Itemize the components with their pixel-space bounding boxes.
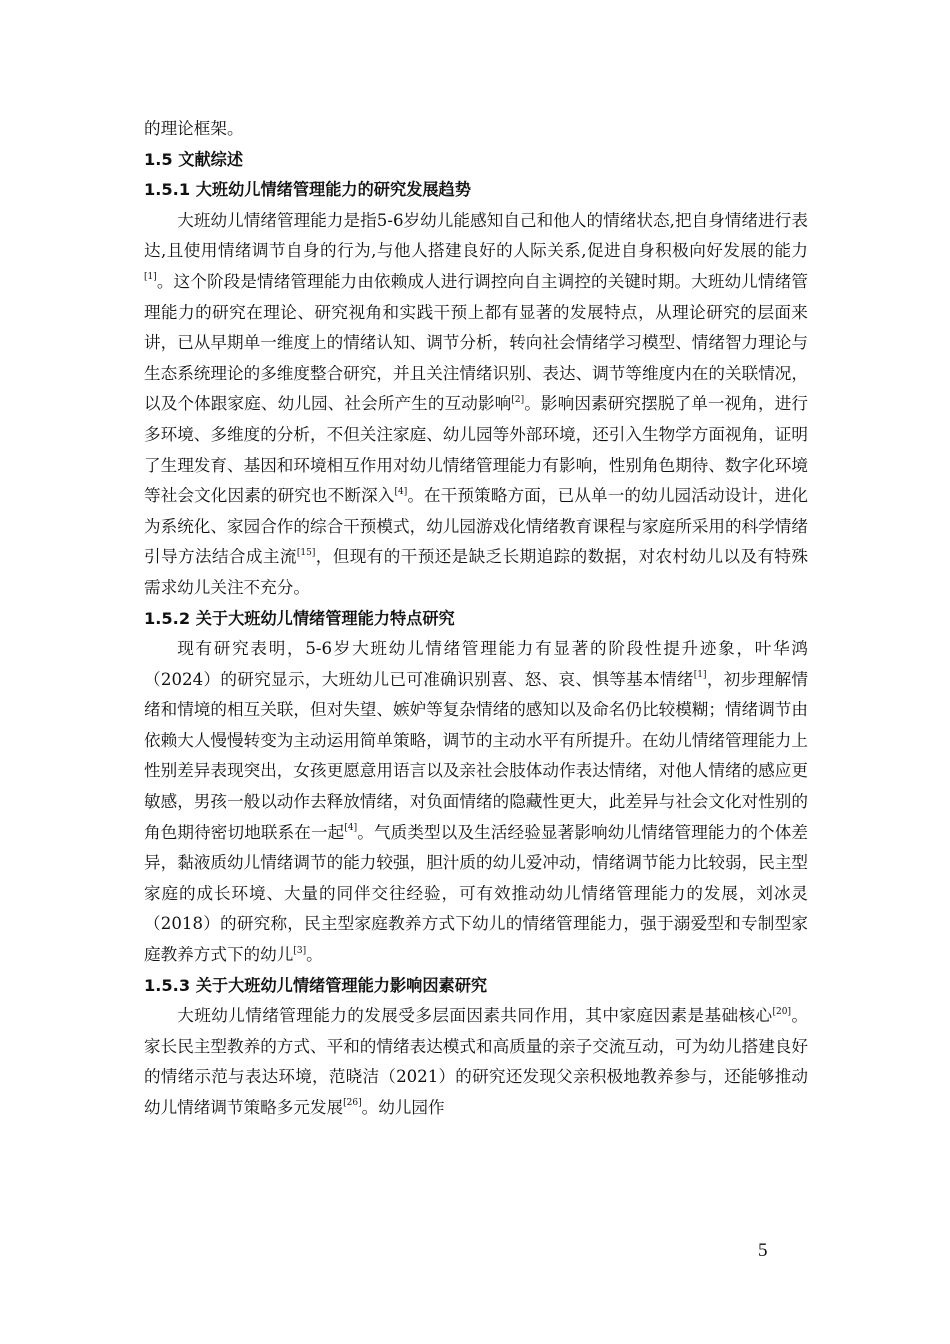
p1-text: 。这个阶段是情绪管理能力由依赖成人进行调控向自主调控的关键时期。大班幼儿情绪管理能力的研究在理论、研究视角和实践干预上都有显著的发展特点，从理论研究的层面来讲，已从早期单一维度上的情绪认知、调节分析，转向社会情绪学习模型、情绪智力理论与生态系统理论的多维度整合研究，并且关注情绪识别、表达、调节等维度内在的关联情况，以及个体跟家庭、幼儿园、社会所产生的互动影响 (144, 271, 808, 414)
p1-text: 。在干预策略方面，已从单一的幼儿园活动设计，进化为系统化、家园合作的综合干预模式，幼儿园游戏化情绪教育课程与家庭所采用的科学情绪引导方法结合成主流 (144, 486, 809, 567)
paragraph-3 (144, 1001, 808, 1123)
heading-1-5-3: 1.5.3 关于大班幼儿情绪管理能力影响因素研究 (144, 975, 488, 995)
p3-text: 大班幼儿情绪管理能力的发展受多层面因素共同作用，其中家庭因素是基础核心 (177, 1006, 773, 1026)
citation: [4] (344, 823, 358, 834)
lead-line: 的理论框架。 (144, 119, 244, 138)
p1-text: ，但现有的干预还是缺乏长期追踪的数据，对农村幼儿以及有特殊需求幼儿关注不充分。 (144, 547, 809, 597)
heading-1-5: 1.5 文献综述 (144, 149, 244, 169)
document-body (144, 114, 808, 1124)
heading-1-5-2: 1.5.2 关于大班幼儿情绪管理能力特点研究 (144, 608, 455, 628)
citation: [3] (293, 945, 307, 956)
page-number: 5 (758, 1240, 768, 1261)
citation: [1] (144, 272, 157, 283)
p3-text: 。家长民主型教养的方式、平和的情绪表达模式和高质量的亲子交流互动，可为幼儿搭建良好的情绪示范与表达环境，范晓洁（2021）的研究还发现父亲积极地教养参与，还能够推动幼儿情绪调节策略多元发展 (144, 1006, 809, 1117)
p3-text: 。幼儿园作 (361, 1098, 445, 1117)
citation: [20] (772, 1006, 791, 1017)
p2-text: 现有研究表明，5-6岁大班幼儿情绪管理能力有显著的阶段性提升迹象，叶华鸿（2024）的研究显示，大班幼儿已可准确识别喜、怒、哀、惧等基本情绪 (144, 639, 808, 689)
paragraph-1 (144, 206, 808, 604)
citation: [26] (343, 1098, 362, 1109)
paragraph-2 (144, 634, 808, 971)
p2-text: 。 (306, 945, 323, 965)
heading-1-5-1: 1.5.1 大班幼儿情绪管理能力的研究发展趋势 (144, 180, 471, 200)
citation: [4] (394, 486, 408, 497)
citation: [15] (296, 547, 316, 558)
citation: [2] (511, 394, 525, 405)
citation: [1] (693, 670, 707, 681)
p1-text: 。影响因素研究摆脱了单一视角，进行多环境、多维度的分析，不但关注家庭、幼儿园等外部环境，还引入生物学方面视角，证明了生理发育、基因和环境相互作用对幼儿情绪管理能力有影响，性别角色期待、数字化环境等社会文化因素的研究也不断深入 (144, 394, 809, 506)
p2-text: 。气质类型以及生活经验显著影响幼儿情绪管理能力的个体差异，黏液质幼儿情绪调节的能力较强，胆汁质的幼儿爱冲动，情绪调节能力比较弱，民主型家庭的成长环境、大量的同伴交往经验，可有效推动幼儿情绪管理能力的发展，刘冰灵（2018）的研究称，民主型家庭教养方式下幼儿的情绪管理能力，强于溺爱型和专制型家庭教养方式下的幼儿 (144, 822, 809, 965)
p1-text: 大班幼儿情绪管理能力是指5-6岁幼儿能感知自己和他人的情绪状态,把自身情绪进行表达,且使用情绪调节自身的行为,与他人搭建良好的人际关系,促进自身积极向好发展的能力 (144, 210, 808, 261)
p2-text: ，初步理解情绪和情境的相互关联，但对失望、嫉妒等复杂情绪的感知以及命名仍比较模糊；情绪调节由依赖大人慢慢转变为主动运用简单策略，调节的主动水平有所提升。在幼儿情绪管理能力上性别差异表现突出，女孩更愿意用语言以及亲社会肢体动作表达情绪，对他人情绪的感应更敏感，男孩一般以动作去释放情绪，对负面情绪的隐藏性更大，此差异与社会文化对性别的角色期待密切地联系在一起 (144, 669, 808, 842)
